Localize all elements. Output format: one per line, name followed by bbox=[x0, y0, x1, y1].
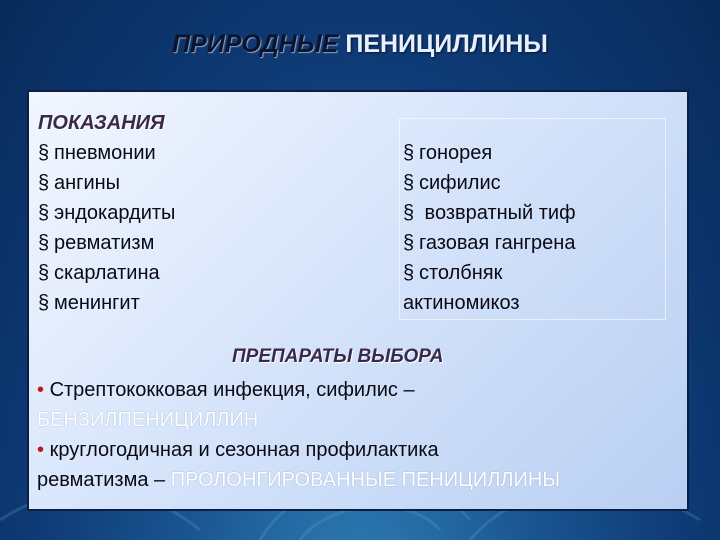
list-item bbox=[38, 258, 175, 288]
item-label: скарлатина bbox=[54, 262, 160, 284]
title-part-natural: ПРИРОДНЫЕ bbox=[172, 30, 339, 58]
list-item bbox=[403, 228, 576, 258]
choice-drug-prolonged: ПРОЛОНГИРОВАННЫЕ ПЕНИЦИЛЛИНЫ bbox=[170, 469, 561, 491]
choice-line-4 bbox=[37, 465, 560, 495]
item-label: ангины bbox=[54, 172, 121, 194]
choice-line-1 bbox=[37, 375, 415, 405]
bullet-icon: § bbox=[38, 232, 50, 254]
bullet-icon: § bbox=[403, 142, 415, 164]
list-item bbox=[38, 138, 175, 168]
item-label: возвратный тиф bbox=[419, 202, 576, 224]
list-item bbox=[403, 258, 576, 288]
list-item-extra: актиномикоз bbox=[403, 292, 520, 314]
item-label: эндокардиты bbox=[54, 202, 176, 224]
bullet-dot-icon: • bbox=[37, 379, 45, 401]
list-item bbox=[403, 198, 576, 228]
indications-left-list bbox=[38, 108, 175, 318]
title-part-penicillins: ПЕНИЦИЛЛИНЫ bbox=[345, 30, 548, 58]
indications-heading: ПОКАЗАНИЯ bbox=[38, 112, 165, 134]
bullet-icon: § bbox=[403, 202, 415, 224]
bullet-icon: § bbox=[38, 172, 50, 194]
bullet-icon: § bbox=[38, 262, 50, 284]
choice-text: ревматизма – bbox=[37, 469, 171, 491]
list-item bbox=[38, 288, 175, 318]
choice-text: Стрептококковая инфекция, сифилис – bbox=[44, 379, 415, 401]
page-title bbox=[0, 30, 720, 59]
choice-line-3 bbox=[37, 435, 439, 465]
bullet-icon: § bbox=[403, 262, 415, 284]
bullet-icon: § bbox=[38, 142, 50, 164]
item-label: ревматизм bbox=[54, 232, 155, 254]
bullet-icon: § bbox=[38, 202, 50, 224]
list-item bbox=[38, 228, 175, 258]
choice-text: круглогодичная и сезонная профилактика bbox=[44, 439, 439, 461]
bullet-icon: § bbox=[403, 172, 415, 194]
item-label: пневмонии bbox=[54, 142, 156, 164]
list-item bbox=[403, 138, 576, 168]
item-label: газовая гангрена bbox=[419, 232, 576, 254]
item-label: гонорея bbox=[419, 142, 493, 164]
choice-drug-benzylpenicillin: БЕНЗИЛПЕНИЦИЛЛИН bbox=[37, 409, 259, 431]
bullet-icon: § bbox=[38, 292, 50, 314]
item-label: менингит bbox=[54, 292, 140, 314]
bullet-dot-icon: • bbox=[37, 439, 45, 461]
list-item bbox=[38, 198, 175, 228]
item-label: столбняк bbox=[419, 262, 503, 284]
list-item bbox=[38, 168, 175, 198]
bullet-icon: § bbox=[403, 232, 415, 254]
indications-right-list bbox=[403, 138, 576, 318]
item-label: сифилис bbox=[419, 172, 501, 194]
list-item bbox=[403, 168, 576, 198]
drugs-of-choice-heading: ПРЕПАРАТЫ ВЫБОРА bbox=[232, 346, 444, 367]
